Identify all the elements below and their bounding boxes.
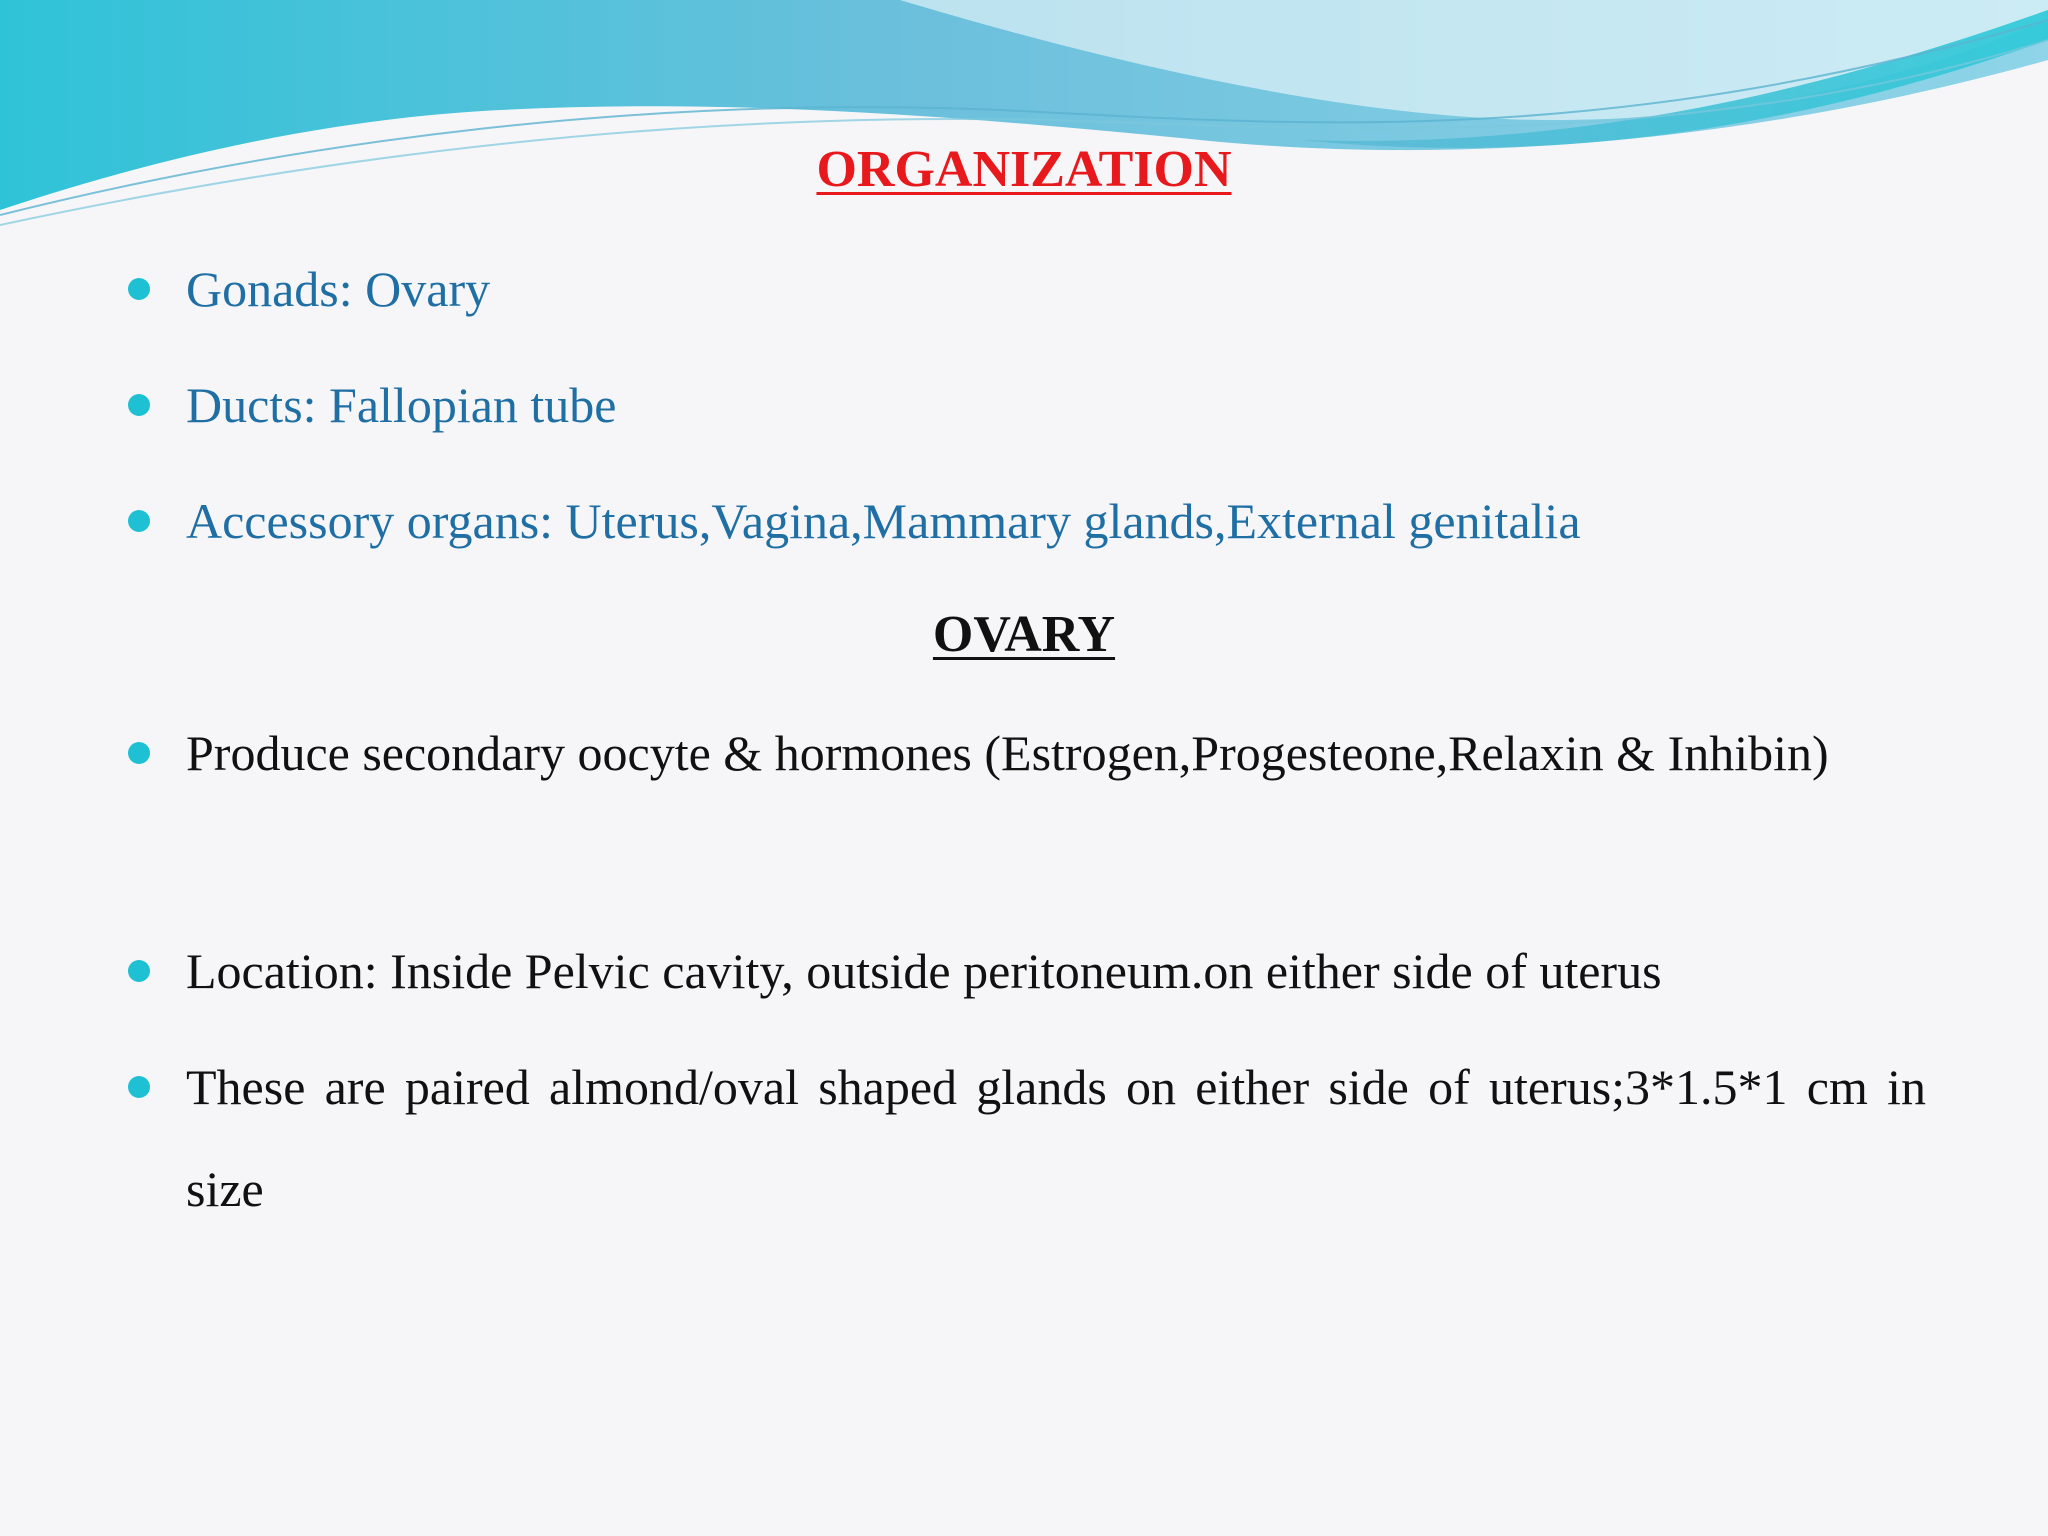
bullet-dot-icon [128,394,150,416]
organization-heading: ORGANIZATION [816,141,1232,198]
list-item-text: Produce secondary oocyte & hormones (Estrogen,Progesteone,Relaxin & Inhibin) [186,725,1829,781]
bullet-dot-icon [128,278,150,300]
bullet-dot-icon [128,960,150,982]
list-item-text: Gonads: Ovary [186,261,491,317]
decorative-wave-banner [0,0,2048,240]
list-item-text: Location: Inside Pelvic cavity, outside peritoneum.on either side of uterus [186,943,1662,999]
list-item-text: Ducts: Fallopian tube [186,377,617,433]
bullet-dot-icon [128,1076,150,1098]
bullet-dot-icon [128,742,150,764]
list-item-text: These are paired almond/oval shaped glands on either side of uterus;3*1.5*1 cm in size [186,1059,1926,1217]
ovary-heading: OVARY [932,606,1116,663]
list-item-text: Accessory organs: Uterus,Vagina,Mammary glands,External genitalia [186,493,1581,549]
bullet-dot-icon [128,510,150,532]
